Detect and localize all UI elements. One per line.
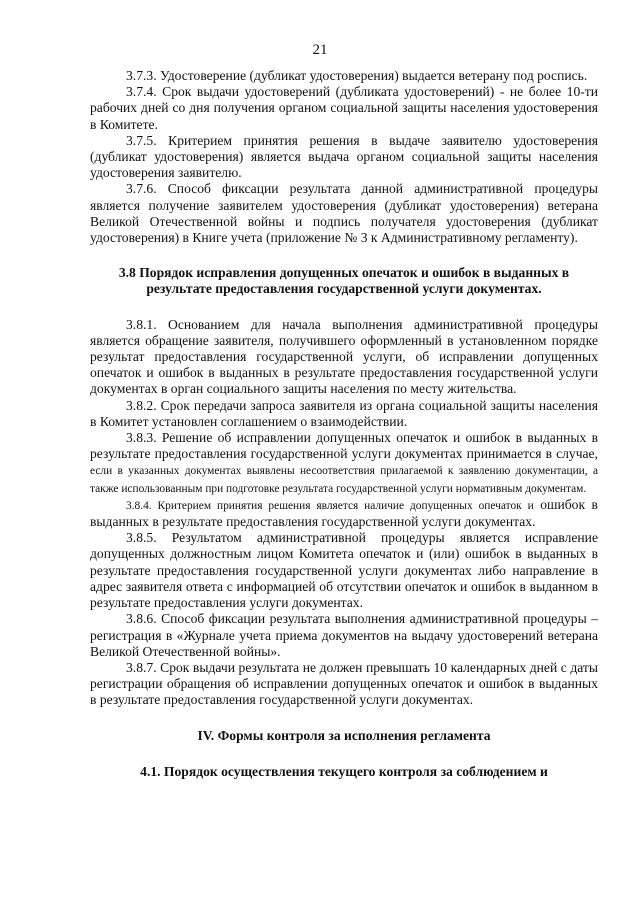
paragraph-3-8-1: 3.8.1. Основанием для начала выполнения административной процедуры является обращение заявителя, получившего оформленный в установленном порядке результат предоставления государственной услуги, об исправлении допущенных опечаток и ошибок в выданных в результате предоставления государственной услуги документах в орган социального защиты населения по месту жительства. (90, 316, 598, 397)
paragraph-3-8-7: 3.8.7. Срок выдачи результата не должен превышать 10 календарных дней с даты регистрации обращения об исправлении допущенных опечаток и ошибок в выданных в результате предоставления государственной услуги документах. (90, 659, 598, 708)
section-IV-heading: IV. Формы контроля за исполнения регламента (197, 727, 491, 743)
paragraph-3-7-4: 3.7.4. Срок выдачи удостоверений (дубликата удостоверений) - не более 10-ти рабочих дней со дня получения органом социальной защиты населения удостоверения в Комитете. (90, 84, 598, 132)
page-number: 21 (312, 42, 328, 58)
paragraph-3-7-3: 3.7.3. Удостоверение (дубликат удостоверения) выдается ветерану под роспись. (126, 68, 588, 83)
paragraph-3-8-4-main: ошибок в выданных в результате предоставления государственной услуги документах. (90, 496, 598, 530)
document-body (90, 68, 598, 780)
paragraph-3-8-4 (90, 497, 598, 530)
paragraph-3-7-5: 3.7.5. Критерием принятия решения в выдаче заявителю удостоверения (дубликат удостоверения) является выдача органом социальной защиты населения удостоверения заявителю. (90, 132, 598, 181)
paragraph-3-8-5: 3.8.5. Результатом административной процедуры является исправление допущенных должностным лицом Комитета опечаток и (или) ошибок в выданных в результате предоставления государственной услуги документах либо направление в адрес заявителя ответа с информацией об отсутствии опечаток и ошибок в выданном в результате предоставления услуги документах. (90, 530, 598, 611)
paragraph-3-8-2: 3.8.2. Срок передачи запроса заявителя из органа социальной защиты населения в Комитет установлен соглашением о взаимодействии. (90, 397, 598, 429)
section-4-1-heading: 4.1. Порядок осуществления текущего контроля за соблюдением и (140, 763, 548, 779)
section-3-8-heading: 3.8 Порядок исправления допущенных опечаток и ошибок в выданных в результате предоставления государственной услуги документах. (118, 265, 570, 297)
paragraph-3-8-3-small: если в указанных документах выявлены несоответствия прилагаемой к заявлению документации, а также использованным при подготовке результата государственной услуги нормативным документам. (90, 465, 598, 495)
paragraph-3-8-3 (90, 430, 598, 497)
paragraph-3-8-4-small: 3.8.4. Критерием принятия решения является наличие допущенных опечаток и (126, 499, 534, 512)
paragraph-3-8-3-main: 3.8.3. Решение об исправлении допущенных опечаток и ошибок в выданных в результате предоставления государственной услуги документах принимается в случае, (90, 430, 598, 462)
paragraph-3-8-6: 3.8.6. Способ фиксации результата выполнения административной процедуры – регистрация в «Журнале учета приема документов на выдачу удостоверений ветерана Великой Отечественной войны». (90, 611, 598, 659)
paragraph-3-7-6: 3.7.6. Способ фиксации результата данной административной процедуры является получение заявителем удостоверения (дубликат удостоверения) ветерана Великой Отечественной войны и подпись получателя удостоверения (дубликат удостоверения) в Книге учета (приложение № 3 к Административному регламенту). (90, 181, 598, 246)
